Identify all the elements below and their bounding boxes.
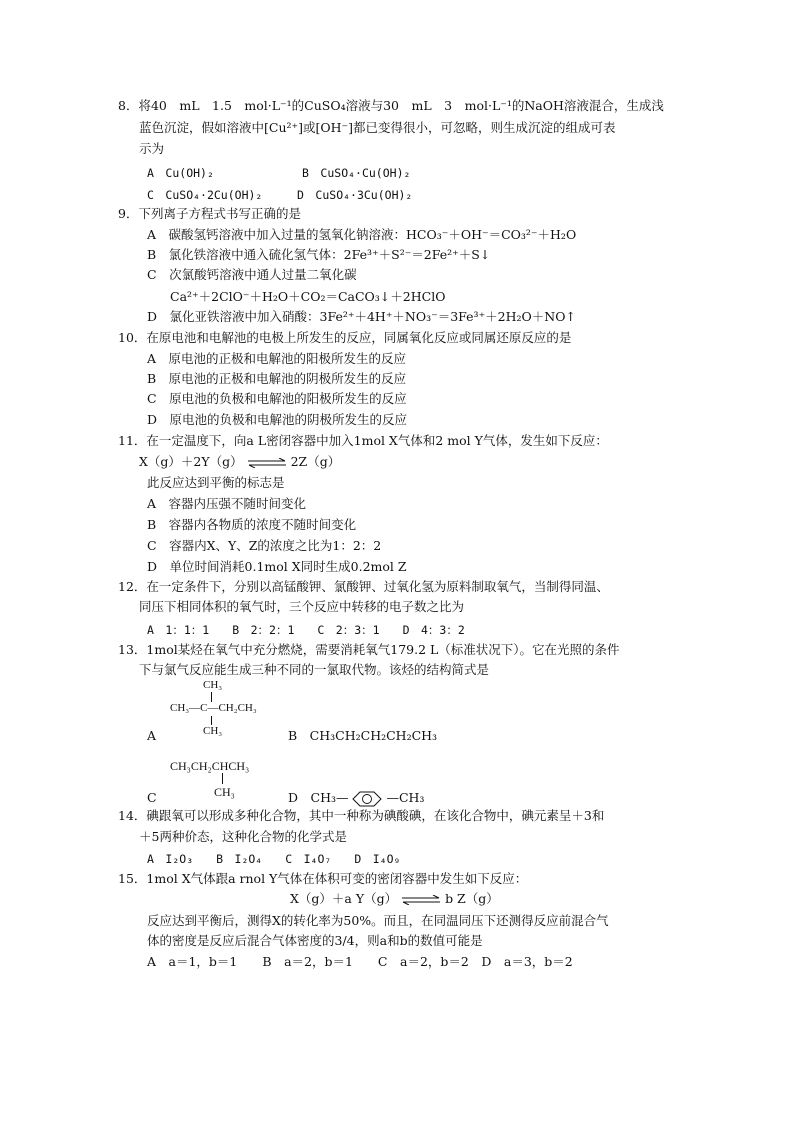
q15-stem-line1: 15．1mol X气体跟a rnol Y气体在体积可变的密闭容器中发生如下反应： <box>118 871 528 886</box>
q15-stem-line3: 反应达到平衡后，测得X的转化率为50%。而且，在同温同压下还测得反应前混合气 <box>147 913 609 928</box>
q12-stem-line2: 同压下相同体积的氧气时，三个反应中转移的电子数之比为 <box>139 599 465 614</box>
q8-option-b: B CuSO₄·Cu(OH)₂ <box>302 166 411 180</box>
q13-option-d <box>288 789 424 807</box>
q11-equation <box>139 453 340 470</box>
q10-stem: 10．在原电池和电解池的电极上所发生的反应，同属氧化反应或同属还原反应的是 <box>118 330 572 345</box>
q10-option-b: B 原电池的正极和电解池的阴极所发生的反应 <box>147 371 407 386</box>
q13-a-bottom-methyl: CH₃ <box>203 725 223 737</box>
q13-a-bond-up <box>211 692 212 702</box>
q9-option-c-equation: Ca²⁺＋2ClO⁻＋H₂O＋CO₂＝CaCO₃↓＋2HClO <box>170 289 446 304</box>
q13-option-d-suffix: —CH₃ <box>386 790 425 805</box>
q13-label-a: A <box>147 728 157 743</box>
q13-stem-line1: 13．1mol某烃在氧气中充分燃烧，需要消耗氧气179.2 L（标准状况下）。它在光照的条件 <box>118 642 620 657</box>
q10-option-a: A 原电池的正极和电解池的阳极所发生的反应 <box>147 351 407 366</box>
q15-equation-right: b Z（g） <box>445 891 499 906</box>
q8-stem-line1: 8．将40 mL 1.5 mol·L⁻¹的CuSO₄溶液与30 mL 3 mol·L⁻¹的NaOH溶液混合，生成浅 <box>118 98 664 113</box>
q11-option-b: B 容器内各物质的浓度不随时间变化 <box>147 517 357 532</box>
q14-options: A I₂O₃ B I₂O₄ C I₄O₇ D I₄O₉ <box>147 852 401 866</box>
q15-stem-line4: 体的密度是反应后混合气体密度的3/4，则a和b的数值可能是 <box>147 933 483 948</box>
q13-option-b: B CH₃CH₂CH₂CH₂CH₃ <box>288 728 438 743</box>
q11-stem: 11．在一定温度下，向a L密闭容器中加入1mol X气体和2 mol Y气体，发生如下反应： <box>118 433 608 448</box>
q8-stem-line3: 示为 <box>139 141 165 156</box>
q12-stem-line1: 12．在一定条件下，分别以高锰酸钾、氯酸钾、过氧化氢为原料制取氧气，当制得同温、 <box>118 579 609 594</box>
reversible-arrow-icon <box>247 458 287 468</box>
benzene-ring-icon <box>352 791 382 807</box>
q10-option-c: C 原电池的负极和电解池的阳极所发生的反应 <box>147 391 407 406</box>
q13-c-main-chain: CH₃CH₂CHCH₃ <box>170 759 250 773</box>
q8-stem-line2: 蓝色沉淀，假如溶液中[Cu²⁺]或[OH⁻]都已变得很小，可忽略，则生成沉淀的组成可表 <box>139 120 616 135</box>
q13-a-main-chain: CH₃—C—CH₂CH₃ <box>170 702 257 714</box>
q9-option-b: B 氯化铁溶液中通入硫化氢气体：2Fe³⁺＋S²⁻＝2Fe²⁺＋S↓ <box>147 247 491 262</box>
q13-option-d-prefix: D CH₃— <box>288 790 349 805</box>
q13-stem-line2: 下与氯气反应能生成三种不同的一氯取代物。该烃的结构简式是 <box>139 662 490 677</box>
q9-option-c: C 次氯酸钙溶液中通人过量二氧化碳 <box>147 267 357 282</box>
q9-option-a: A 碳酸氢钙溶液中加入过量的氢氧化钠溶液：HCO₃⁻＋OH⁻＝CO₃²⁻＋H₂O <box>147 227 577 242</box>
q11-option-a: A 容器内压强不随时间变化 <box>147 496 307 511</box>
q12-options: A 1：1：1 B 2：2：1 C 2：3：1 D 4：3：2 <box>147 623 465 637</box>
q11-equation-left: X（g）＋2Y（g） <box>139 454 243 469</box>
q13-c-bond-down <box>222 773 223 784</box>
q14-stem-line2: ＋5两种价态，这种化合物的化学式是 <box>139 829 347 844</box>
q11-stem-line3: 此反应达到平衡的标志是 <box>147 475 285 490</box>
q14-stem-line1: 14．碘跟氧可以形成多种化合物，其中一种称为碘酸碘，在该化合物中，碘元素呈＋3和 <box>118 808 605 823</box>
q11-equation-right: 2Z（g） <box>290 454 341 469</box>
q15-equation-left: X（g）＋a Y（g） <box>290 891 398 906</box>
q11-option-d: D 单位时间消耗0.1mol X同时生成0.2mol Z <box>147 559 407 574</box>
q9-option-d: D 氯化亚铁溶液中加入硝酸：3Fe²⁺＋4H⁺＋NO₃⁻＝3Fe³⁺＋2H₂O＋NO↑ <box>147 309 576 324</box>
q8-option-a: A Cu(OH)₂ <box>147 166 214 180</box>
q15-options: A a＝1，b＝1 B a＝2，b＝1 C a＝2，b＝2 D a＝3，b＝2 <box>147 954 573 969</box>
q15-equation <box>290 890 499 907</box>
q13-c-methyl: CH₃ <box>214 785 235 799</box>
q13-a-top-methyl: CH₃ <box>203 679 223 691</box>
q8-option-c: C CuSO₄·2Cu(OH)₂ <box>147 188 263 202</box>
reversible-arrow-icon <box>401 895 441 905</box>
q11-option-c: C 容器内X、Y、Z的浓度之比为1：2：2 <box>147 538 382 553</box>
q8-option-d: D CuSO₄·3Cu(OH)₂ <box>297 188 413 202</box>
q13-label-c: C <box>147 790 157 805</box>
q9-stem: 9．下列离子方程式书写正确的是 <box>118 206 301 221</box>
q13-a-bond-down <box>211 716 212 725</box>
q10-option-d: D 原电池的负极和电解池的阴极所发生的反应 <box>147 412 408 427</box>
